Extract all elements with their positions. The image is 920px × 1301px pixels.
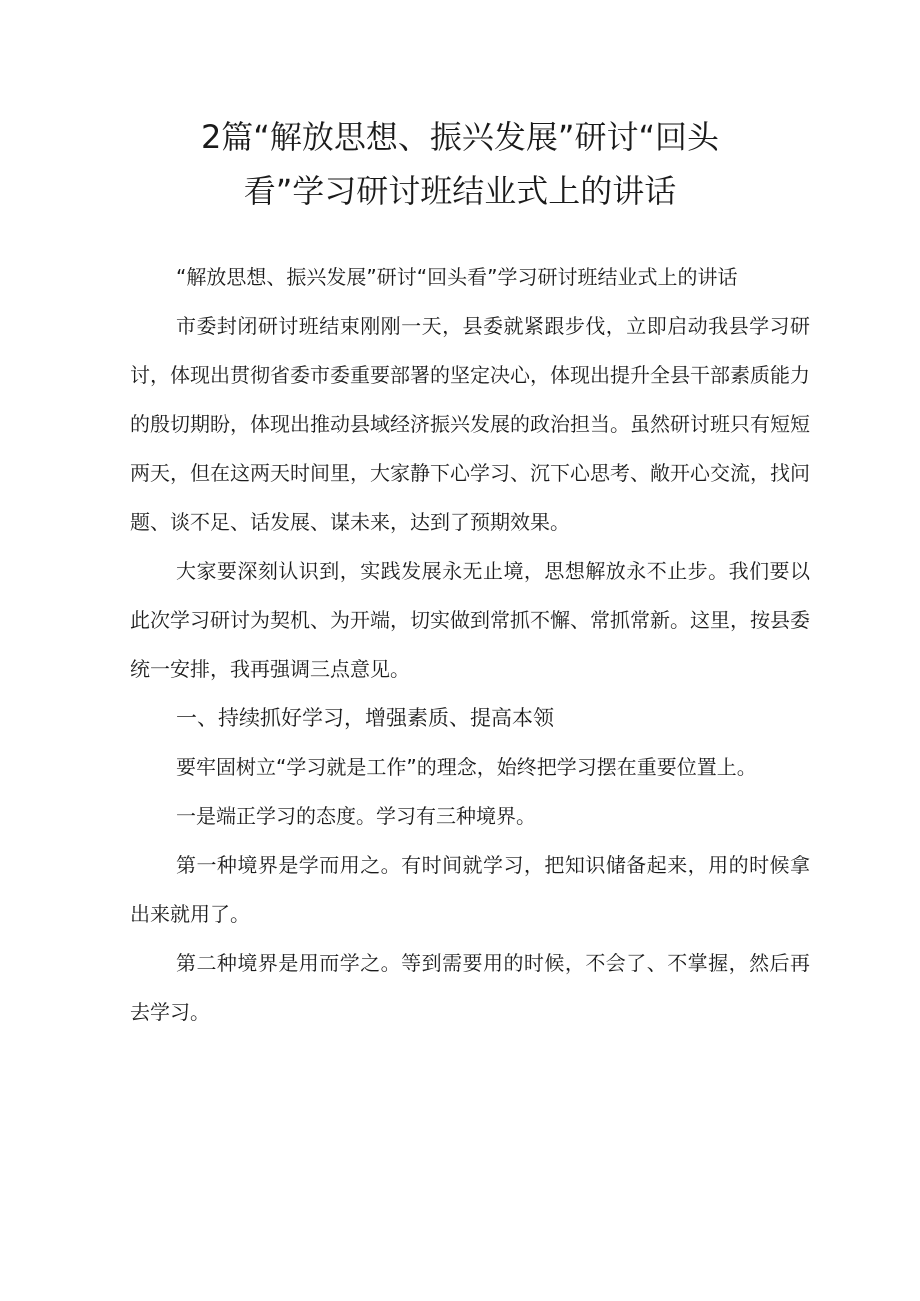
section-heading-1: 一、持续抓好学习，增强素质、提高本领 [176, 706, 554, 730]
title-line-1: 2篇“解放思想、振兴发展”研讨“回头 [200, 118, 720, 156]
paragraph-intro: 市委封闭研讨班结束刚刚一天，县委就紧跟步伐，立即启动我县学习研讨，体现出贯彻省委市委重要部署的坚定决心，体现出提升全县干部素质能力的殷切期盼，体现出推动县域经济振兴发展的政治担当。虽然研讨班只有短短两天，但在这两天时间里，大家静下心学习、沉下心思考、敞开心交流，找问题、谈不足、话发展、谋未来，达到了预期效果。 [130, 314, 810, 534]
title-line-2: 看”学习研讨班结业式上的讲话 [243, 172, 677, 210]
document-title [100, 110, 820, 218]
paragraph-subtitle: “解放思想、振兴发展”研讨“回头看”学习研讨班结业式上的讲话 [176, 265, 738, 289]
paragraph-attitude: 一是端正学习的态度。学习有三种境界。 [176, 804, 536, 828]
paragraph-awareness: 大家要深刻认识到，实践发展永无止境，思想解放永不止步。我们要以此次学习研讨为契机、为开端，切实做到常抓不懈、常抓常新。这里，按县委统一安排，我再强调三点意见。 [130, 559, 810, 681]
paragraph-realm-2: 第二种境界是用而学之。等到需要用的时候，不会了、不掌握，然后再去学习。 [130, 951, 810, 1024]
paragraph-realm-1: 第一种境界是学而用之。有时间就学习，把知识储备起来，用的时候拿出来就用了。 [130, 853, 810, 926]
document-body [130, 253, 810, 1037]
paragraph-learning-concept: 要牢固树立“学习就是工作”的理念，始终把学习摆在重要位置上。 [176, 755, 757, 779]
